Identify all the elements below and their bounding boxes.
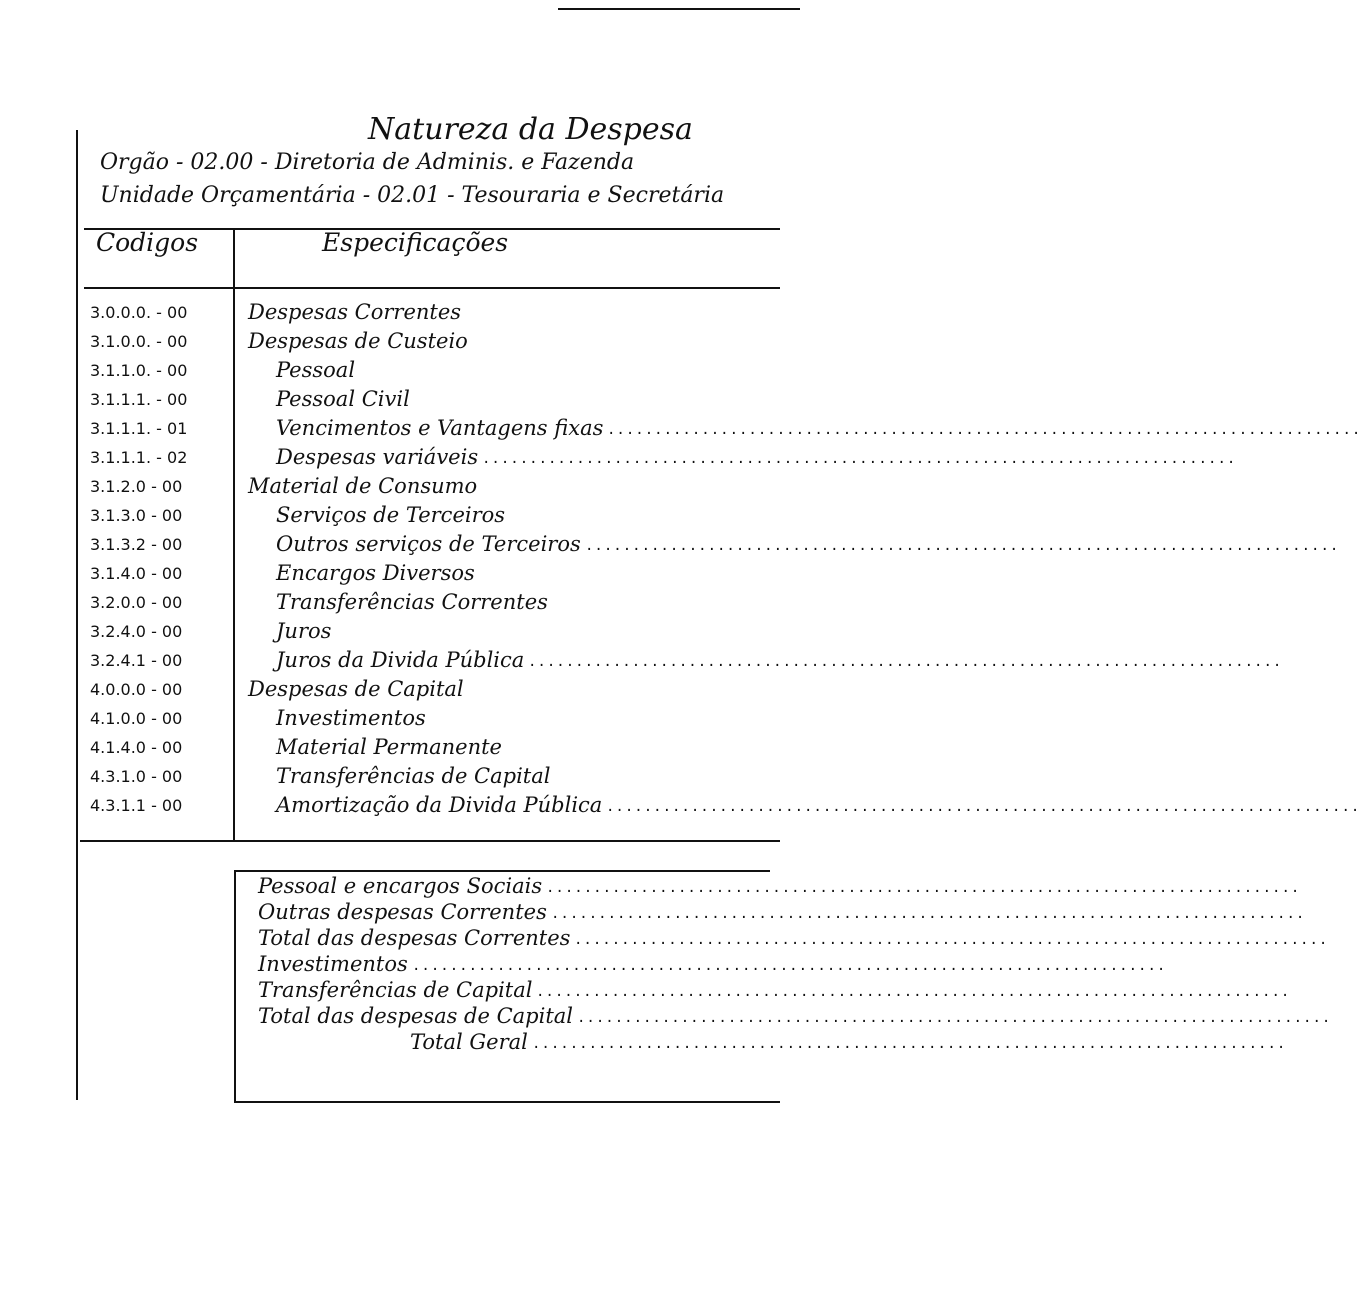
summary-item: Total das despesas Correntes xyxy=(258,926,571,950)
row-dot-leader: ................................................................................ xyxy=(606,799,1361,815)
row-dot-leader: ................................................................................ xyxy=(585,538,1340,554)
row-code: 3.2.0.0 - 00 xyxy=(90,593,183,612)
left-margin-line xyxy=(76,130,78,1100)
row-code: 4.0.0.0 - 00 xyxy=(90,680,183,699)
row-code: 3.0.0.0. - 00 xyxy=(90,303,188,322)
row-code: 3.1.0.0. - 00 xyxy=(90,332,188,351)
row-specification: Serviços de Terceiros xyxy=(276,503,506,527)
summary-item: Pessoal e encargos Sociais xyxy=(258,874,543,898)
row-specification: Vencimentos e Vantagens fixas xyxy=(276,416,604,440)
summary-dot-leader: ................................................................................ xyxy=(412,958,1167,974)
row-specification: Despesas de Capital xyxy=(248,677,464,701)
summary-item: Total das despesas de Capital xyxy=(258,1004,574,1028)
row-specification: Investimentos xyxy=(276,706,426,730)
row-specification: Pessoal Civil xyxy=(276,387,410,411)
top-edge-line xyxy=(558,8,800,10)
row-code: 3.2.4.1 - 00 xyxy=(90,651,183,670)
summary-item: Outras despesas Correntes xyxy=(258,900,547,924)
row-code: 3.1.1.0. - 00 xyxy=(90,361,188,380)
summary-dot-leader: ................................................................................ xyxy=(574,932,1329,948)
row-specification: Juros xyxy=(276,619,332,643)
summary-dot-leader: ................................................................................ xyxy=(577,1010,1332,1026)
column-header-especificacoes: Especificações xyxy=(322,228,509,257)
summary-dot-leader: ................................................................................ xyxy=(532,1036,1287,1052)
row-code: 3.1.3.0 - 00 xyxy=(90,506,183,525)
summary-left-rule xyxy=(234,870,236,1102)
column-divider xyxy=(233,230,235,840)
row-specification: Encargos Diversos xyxy=(276,561,475,585)
summary-item: Investimentos xyxy=(258,952,408,976)
row-code: 3.1.1.1. - 01 xyxy=(90,419,188,438)
row-code: 3.1.4.0 - 00 xyxy=(90,564,183,583)
row-code: 3.1.3.2 - 00 xyxy=(90,535,183,554)
row-specification: Despesas de Custeio xyxy=(248,329,468,353)
row-code: 3.1.1.1. - 00 xyxy=(90,390,188,409)
row-dot-leader: ................................................................................ xyxy=(528,654,1283,670)
row-specification: Outros serviços de Terceiros xyxy=(276,532,581,556)
row-specification: Material de Consumo xyxy=(248,474,478,498)
row-specification: Despesas Correntes xyxy=(248,300,462,324)
row-code: 3.2.4.0 - 00 xyxy=(90,622,183,641)
summary-item: Total Geral xyxy=(410,1030,528,1054)
row-code: 4.3.1.1 - 00 xyxy=(90,796,183,815)
table-bottom-rule xyxy=(80,840,780,842)
document-title: Natureza da Despesa xyxy=(368,112,693,147)
row-code: 4.1.4.0 - 00 xyxy=(90,738,183,757)
row-specification: Transferências Correntes xyxy=(276,590,548,614)
row-specification: Despesas variáveis xyxy=(276,445,479,469)
row-code: 3.1.2.0 - 00 xyxy=(90,477,183,496)
summary-dot-leader: ................................................................................ xyxy=(546,880,1301,896)
column-header-codigos: Codigos xyxy=(96,228,199,257)
row-specification: Transferências de Capital xyxy=(276,764,551,788)
row-dot-leader: ................................................................................ xyxy=(607,422,1361,438)
row-code: 3.1.1.1. - 02 xyxy=(90,448,188,467)
row-dot-leader: ................................................................................ xyxy=(482,451,1237,467)
row-code: 4.3.1.0 - 00 xyxy=(90,767,183,786)
orgao-line: Orgão - 02.00 - Diretoria de Adminis. e Fazenda xyxy=(100,150,635,175)
header-bottom-rule xyxy=(84,287,780,289)
summary-top-rule xyxy=(236,870,770,872)
row-code: 4.1.0.0 - 00 xyxy=(90,709,183,728)
summary-item: Transferências de Capital xyxy=(258,978,533,1002)
summary-dot-leader: ................................................................................ xyxy=(551,906,1306,922)
summary-bottom-rule xyxy=(234,1101,780,1103)
row-specification: Juros da Divida Pública xyxy=(276,648,525,672)
summary-dot-leader: ................................................................................ xyxy=(536,984,1291,1000)
row-specification: Material Permanente xyxy=(276,735,502,759)
unidade-line: Unidade Orçamentária - 02.01 - Tesouraria e Secretária xyxy=(100,183,725,208)
row-specification: Amortização da Divida Pública xyxy=(276,793,603,817)
row-specification: Pessoal xyxy=(276,358,356,382)
